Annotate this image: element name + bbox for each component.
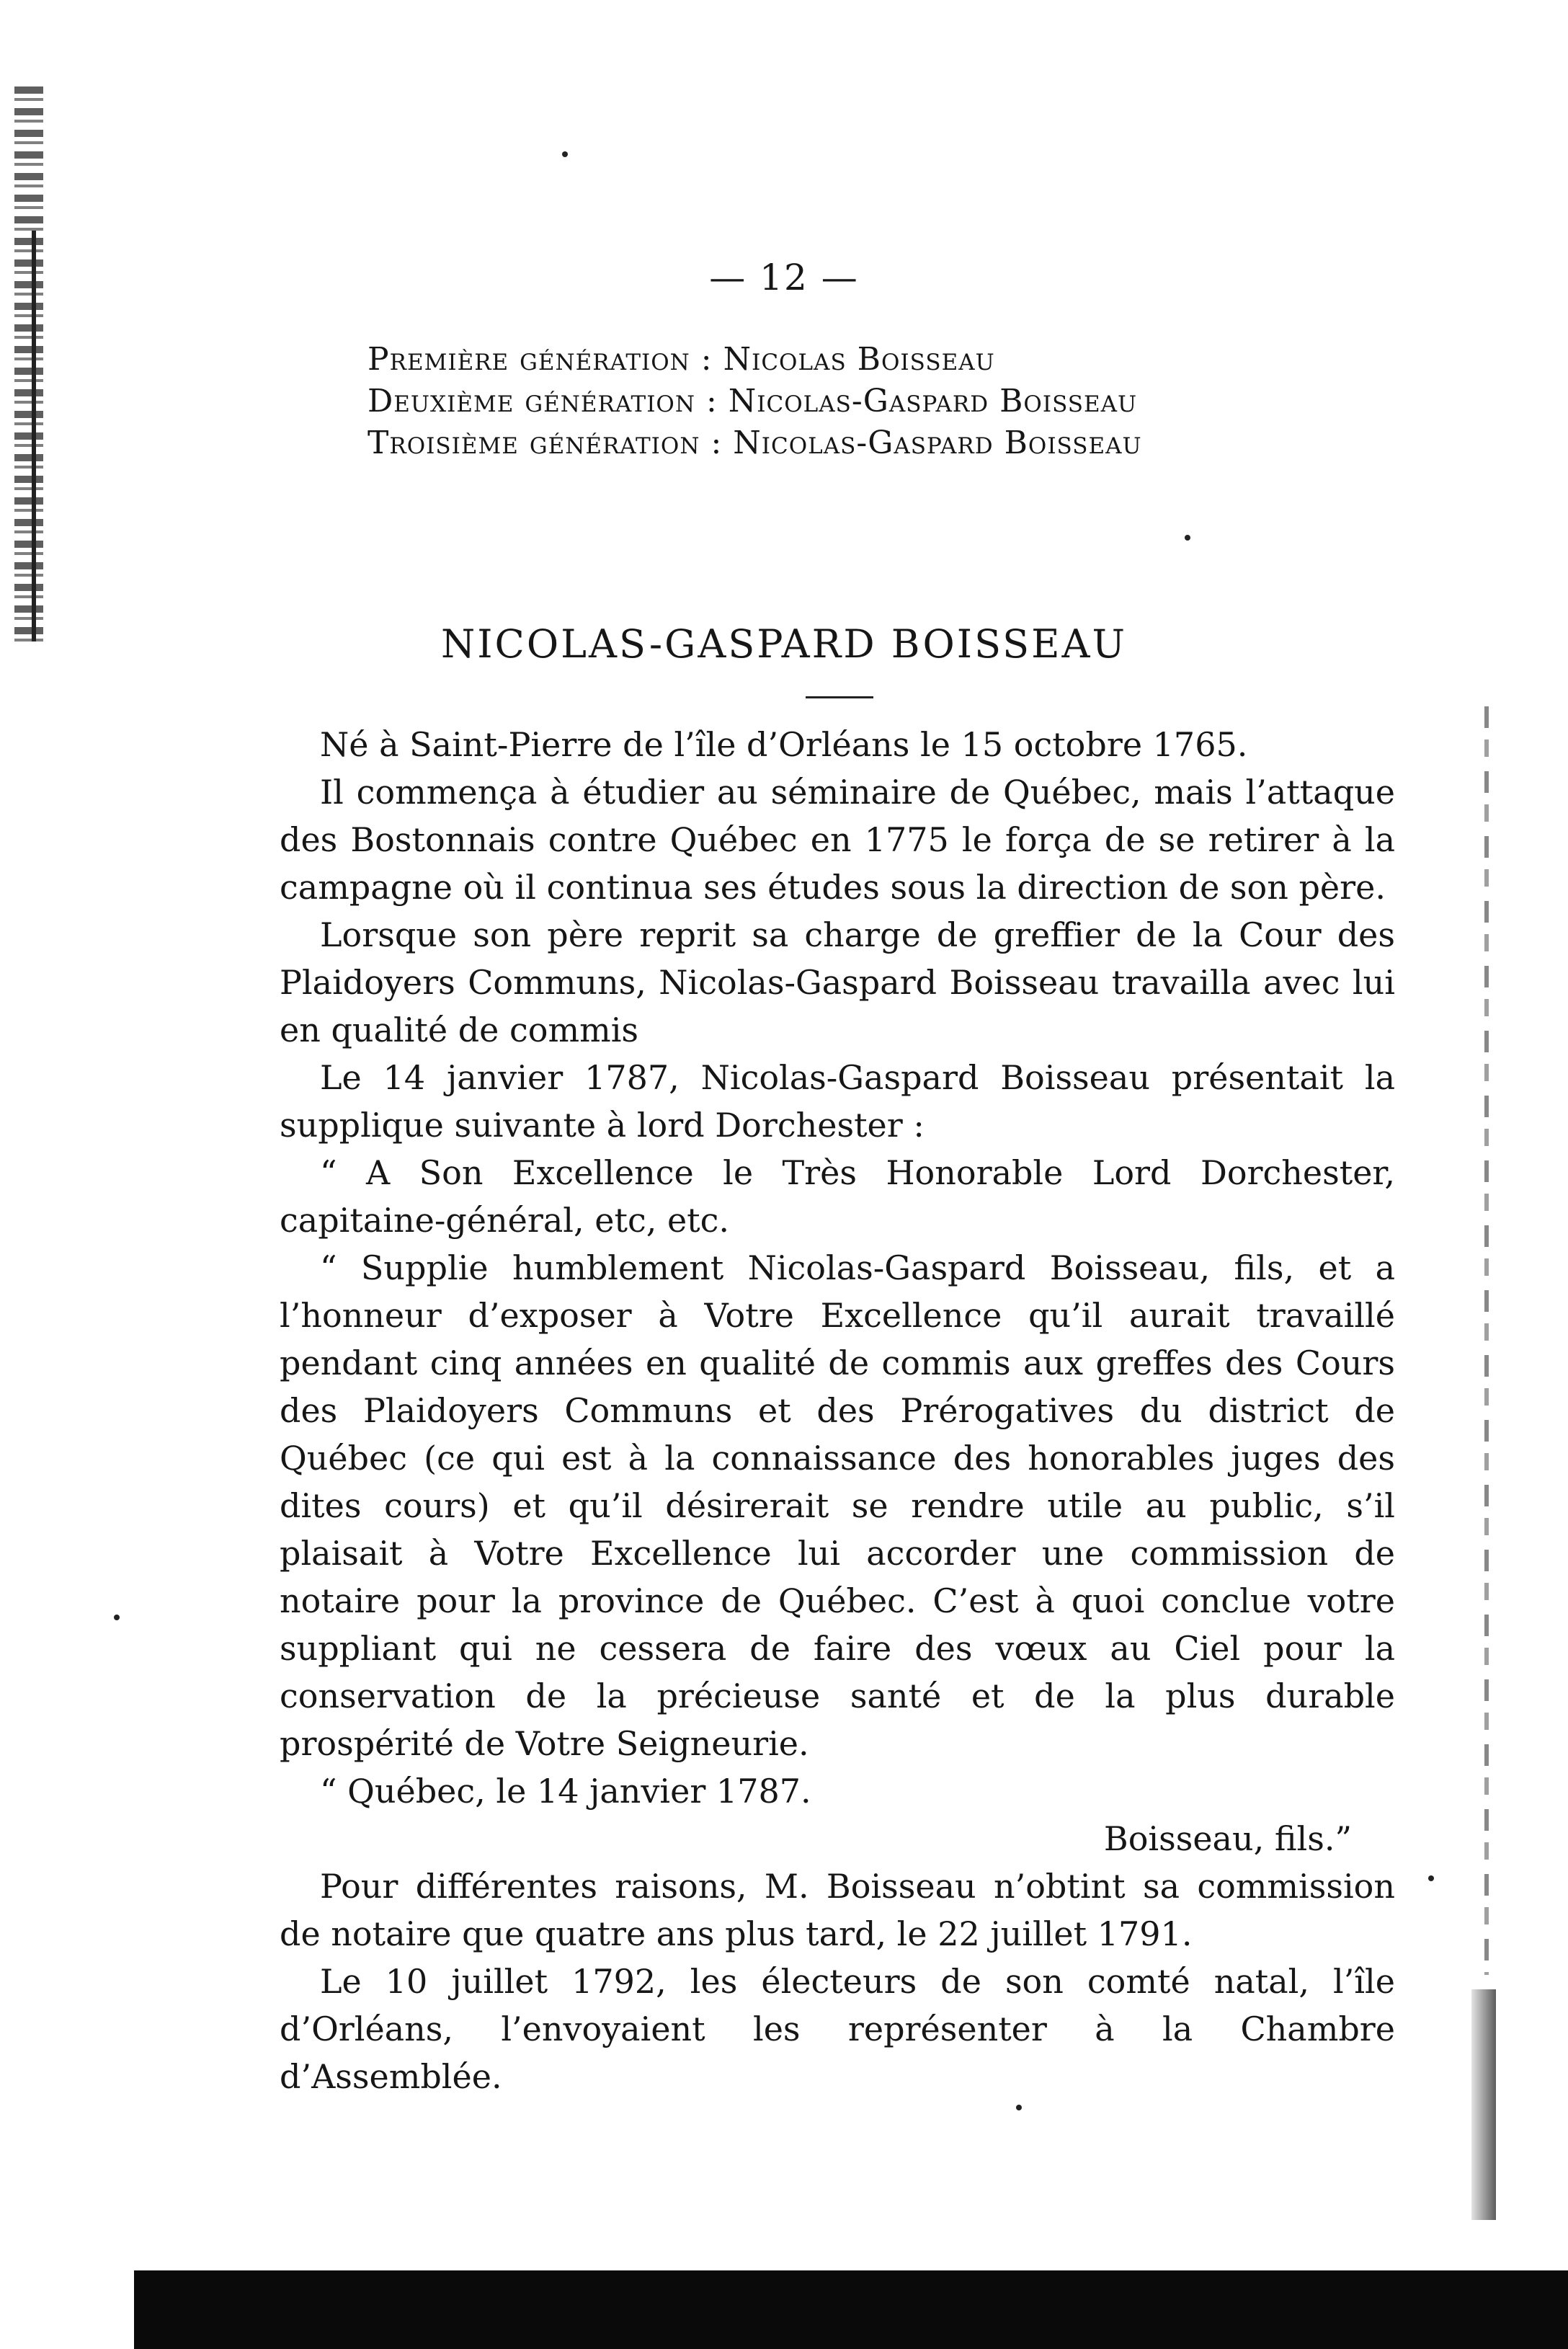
body-text: [280, 721, 1395, 2100]
paragraph: Né à Saint-Pierre de l’île d’Orléans le 15 octobre 1765.: [320, 725, 1248, 764]
quote-paragraph: “ A Son Excellence le Très Honorable Lord Dorchester, capitaine-général, etc, etc.: [280, 1153, 1395, 1240]
speck: [1016, 2105, 1022, 2110]
generations-list: [368, 339, 1362, 464]
speck: [114, 1615, 120, 1620]
generation-line: Deuxième génération : Nicolas-Gaspard Boisseau: [368, 383, 1138, 419]
generation-line: Troisième génération : Nicolas-Gaspard Boisseau: [368, 425, 1142, 461]
scan-bottom-shadow: [134, 2270, 1568, 2349]
page-number: — 12 —: [709, 257, 859, 298]
signature: Boisseau, fils.”: [1103, 1819, 1352, 1858]
speck: [1185, 535, 1190, 541]
chapter-title: NICOLAS-GASPARD BOISSEAU: [440, 621, 1128, 667]
scan-edge-artifact-left: [14, 86, 43, 649]
paragraph: Lorsque son père reprit sa charge de greffier de la Cour des Plaidoyers Communs, Nicolas-Gaspard Boisseau travailla avec lui en qualité de commis: [280, 915, 1395, 1049]
paragraph: Pour différentes raisons, M. Boisseau n’obtint sa commission de notaire que quatre ans plus tard, le 22 juillet 1791.: [280, 1867, 1395, 1953]
paragraph: Le 10 juillet 1792, les électeurs de son comté natal, l’île d’Orléans, l’envoyaient les représenter à la Chambre d’Assemblée.: [280, 1962, 1395, 2096]
scan-corner-artifact: [1471, 1989, 1496, 2220]
scan-edge-artifact-right: [1484, 706, 1489, 1975]
generation-line: Première génération : Nicolas Boisseau: [368, 341, 995, 378]
speck: [562, 151, 568, 157]
quote-paragraph: “ Supplie humblement Nicolas-Gaspard Boisseau, fils, et a l’honneur d’exposer à Votre Excellence qu’il aurait travaillé pendant cinq années en qualité de commis aux greffes des Cours des Plaidoyers Communs et des Prérogatives du district de Québec (ce qui est à la connaissance des honorables juges des dites cours) et qu’il désirerait se rendre utile au public, s’il plaisait à Votre Excellence lui accorder une commission de notaire pour la province de Québec. C’est à quoi conclue votre suppliant qui ne cessera de faire des vœux au Ciel pour la conservation de la précieuse santé et de la plus durable prospérité de Votre Seigneurie.: [280, 1248, 1395, 1763]
paragraph: Il commença à étudier au séminaire de Québec, mais l’attaque des Bostonnais contre Québec en 1775 le força de se retirer à la campagne où il continua ses études sous la direction de son père.: [280, 773, 1395, 907]
quote-dateline: “ Québec, le 14 janvier 1787.: [320, 1772, 811, 1811]
title-divider: [806, 696, 873, 698]
speck: [1428, 1875, 1434, 1881]
paragraph: Le 14 janvier 1787, Nicolas-Gaspard Boisseau présentait la supplique suivante à lord Dorchester :: [280, 1058, 1395, 1145]
